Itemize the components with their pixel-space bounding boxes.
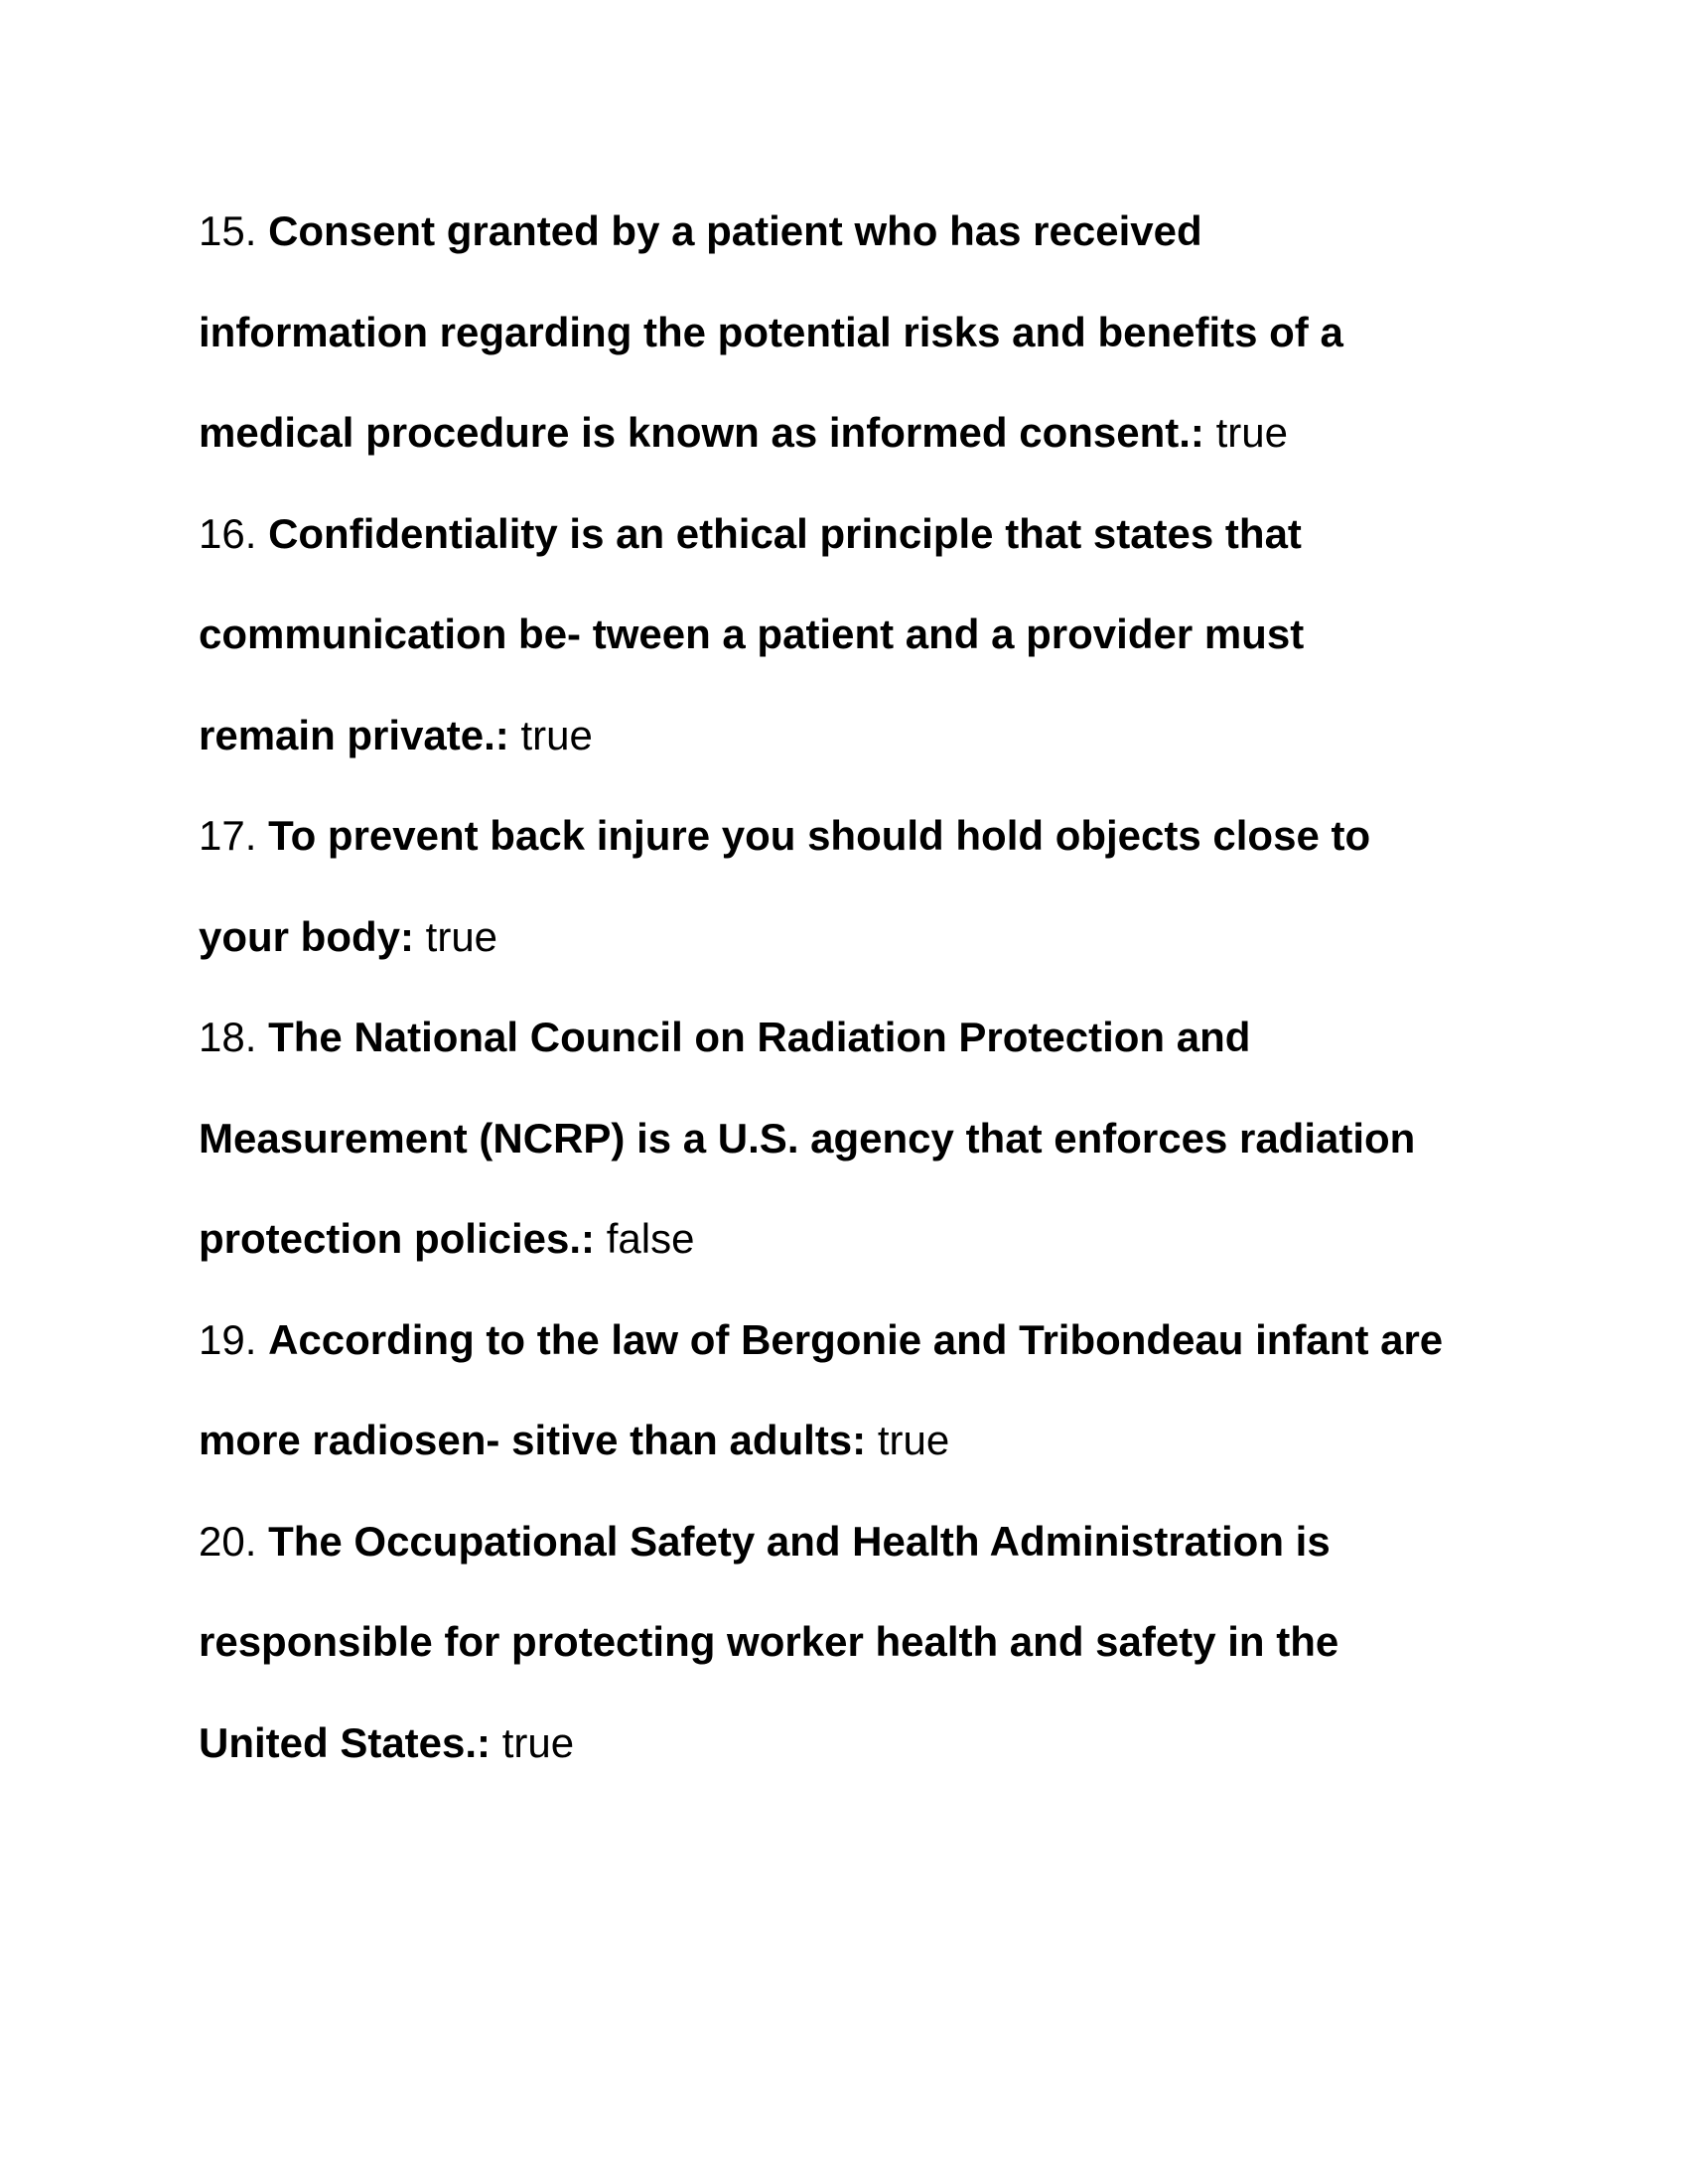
question-line: [199, 382, 1529, 483]
question-line: [199, 1491, 1529, 1592]
question-text: To prevent back injure you should hold objects close to: [268, 812, 1371, 859]
question-number: 19.: [199, 1315, 257, 1363]
question-line: [199, 785, 1529, 887]
question-text: The Occupational Safety and Health Administration is: [268, 1517, 1331, 1565]
question-text: more radiosen- sitive than adults:: [199, 1417, 867, 1463]
question-text: The National Council on Radiation Protection and: [268, 1014, 1251, 1060]
question-line: [199, 483, 1529, 585]
question-text: Measurement (NCRP) is a U.S. agency that enforces radiation: [199, 1114, 1416, 1161]
question-text: your body:: [199, 912, 414, 960]
question-number: 20.: [199, 1517, 257, 1565]
question-text: protection policies.:: [199, 1215, 596, 1262]
question-line: [199, 181, 1529, 282]
question-text: Confidentiality is an ethical principle that states that: [268, 509, 1302, 557]
question-line: [199, 1188, 1529, 1290]
question-number: 18.: [199, 1014, 257, 1060]
question-item-20: [199, 1491, 1529, 1794]
question-item-18: [199, 987, 1529, 1290]
question-line: [199, 685, 1529, 786]
question-line: [199, 1290, 1529, 1391]
question-text: medical procedure is known as informed consent.:: [199, 409, 1204, 456]
question-list: [199, 181, 1529, 1793]
question-text: Consent granted by a patient who has received: [268, 207, 1202, 254]
question-text: According to the law of Bergonie and Tribondeau infant are: [268, 1315, 1444, 1363]
question-text: remain private.:: [199, 711, 509, 758]
question-item-15: [199, 181, 1529, 483]
answer-value: true: [501, 1718, 575, 1766]
question-number: 16.: [199, 509, 257, 557]
question-line: [199, 1591, 1529, 1693]
question-line: [199, 1693, 1529, 1794]
answer-value: false: [606, 1215, 695, 1262]
question-line: [199, 987, 1529, 1088]
question-item-17: [199, 785, 1529, 987]
question-text: communication be- tween a patient and a provider must: [199, 611, 1305, 657]
question-text: information regarding the potential risks and benefits of a: [199, 308, 1343, 355]
question-item-16: [199, 483, 1529, 786]
question-number: 15.: [199, 207, 257, 254]
answer-value: true: [1215, 409, 1288, 456]
question-line: [199, 282, 1529, 383]
answer-value: true: [520, 711, 593, 758]
question-item-19: [199, 1290, 1529, 1491]
question-line: [199, 584, 1529, 685]
question-line: [199, 1390, 1529, 1491]
answer-value: true: [877, 1417, 950, 1463]
question-line: [199, 887, 1529, 988]
question-text: responsible for protecting worker health and safety in the: [199, 1618, 1339, 1665]
question-line: [199, 1088, 1529, 1189]
answer-value: true: [425, 912, 498, 960]
question-text: United States.:: [199, 1718, 492, 1766]
question-number: 17.: [199, 812, 257, 859]
